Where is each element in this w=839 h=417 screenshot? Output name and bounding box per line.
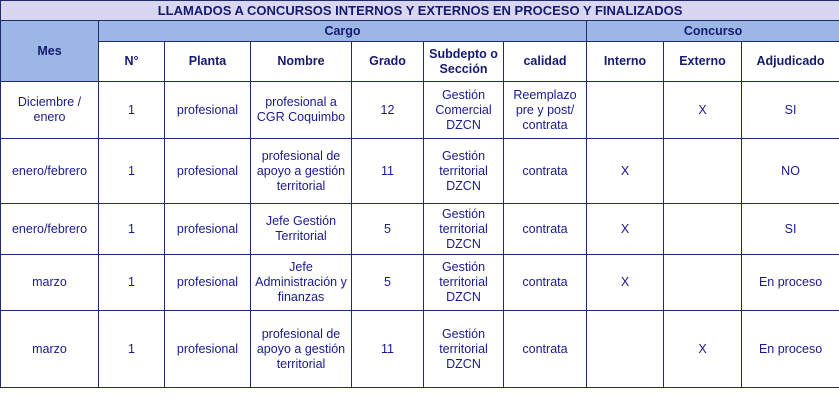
cell-nombre: profesional de apoyo a gestión territorial <box>251 139 352 204</box>
cell-grado: 11 <box>352 139 424 204</box>
table-row <box>1 139 839 204</box>
cell-adjudicado: En proceso <box>742 255 839 311</box>
cell-planta: profesional <box>165 311 251 388</box>
cell-interno: X <box>587 204 664 255</box>
cell-adjudicado: En proceso <box>742 311 839 388</box>
header-adjudicado: Adjudicado <box>742 42 839 82</box>
header-subdepto: Subdepto o Sección <box>424 42 504 82</box>
cell-calidad: contrata <box>504 139 587 204</box>
cell-adjudicado: SI <box>742 204 839 255</box>
cell-planta: profesional <box>165 82 251 139</box>
cell-externo: X <box>664 82 742 139</box>
cell-calidad: contrata <box>504 311 587 388</box>
cell-nombre: profesional a CGR Coquimbo <box>251 82 352 139</box>
cell-externo: X <box>664 311 742 388</box>
cell-numero: 1 <box>99 139 165 204</box>
cell-interno: X <box>587 255 664 311</box>
header-mes: Mes <box>1 21 99 82</box>
cell-externo <box>664 204 742 255</box>
cell-calidad: contrata <box>504 204 587 255</box>
cell-subdepto: Gestión territorial DZCN <box>424 311 504 388</box>
cell-calidad: contrata <box>504 255 587 311</box>
cell-subdepto: Gestión territorial DZCN <box>424 139 504 204</box>
cell-planta: profesional <box>165 255 251 311</box>
cell-adjudicado: NO <box>742 139 839 204</box>
header-concurso: Concurso <box>587 21 839 42</box>
header-grado: Grado <box>352 42 424 82</box>
cell-grado: 5 <box>352 255 424 311</box>
cell-externo <box>664 139 742 204</box>
cell-calidad: Reemplazo pre y post/ contrata <box>504 82 587 139</box>
table-row <box>1 82 839 139</box>
cell-nombre: Jefe Administración y finanzas <box>251 255 352 311</box>
cell-numero: 1 <box>99 204 165 255</box>
cell-nombre: profesional de apoyo a gestión territorial <box>251 311 352 388</box>
cell-nombre: Jefe Gestión Territorial <box>251 204 352 255</box>
cell-numero: 1 <box>99 311 165 388</box>
cell-externo <box>664 255 742 311</box>
cell-adjudicado: SI <box>742 82 839 139</box>
cell-grado: 5 <box>352 204 424 255</box>
cell-planta: profesional <box>165 139 251 204</box>
table-row <box>1 255 839 311</box>
table-row <box>1 311 839 388</box>
cell-interno <box>587 82 664 139</box>
table-title: LLAMADOS A CONCURSOS INTERNOS Y EXTERNOS EN PROCESO Y FINALIZADOS <box>1 1 839 21</box>
cell-mes: Diciembre / enero <box>1 82 99 139</box>
cell-mes: marzo <box>1 311 99 388</box>
cell-numero: 1 <box>99 255 165 311</box>
header-cargo: Cargo <box>99 21 587 42</box>
cell-mes: enero/febrero <box>1 139 99 204</box>
header-numero: N° <box>99 42 165 82</box>
header-planta: Planta <box>165 42 251 82</box>
cell-planta: profesional <box>165 204 251 255</box>
cell-grado: 12 <box>352 82 424 139</box>
header-nombre: Nombre <box>251 42 352 82</box>
cell-grado: 11 <box>352 311 424 388</box>
cell-interno <box>587 311 664 388</box>
header-calidad: calidad <box>504 42 587 82</box>
table-row <box>1 204 839 255</box>
cell-subdepto: Gestión Comercial DZCN <box>424 82 504 139</box>
cell-numero: 1 <box>99 82 165 139</box>
cell-subdepto: Gestión territorial DZCN <box>424 255 504 311</box>
header-interno: Interno <box>587 42 664 82</box>
cell-subdepto: Gestión territorial DZCN <box>424 204 504 255</box>
cell-mes: marzo <box>1 255 99 311</box>
cell-interno: X <box>587 139 664 204</box>
header-externo: Externo <box>664 42 742 82</box>
cell-mes: enero/febrero <box>1 204 99 255</box>
